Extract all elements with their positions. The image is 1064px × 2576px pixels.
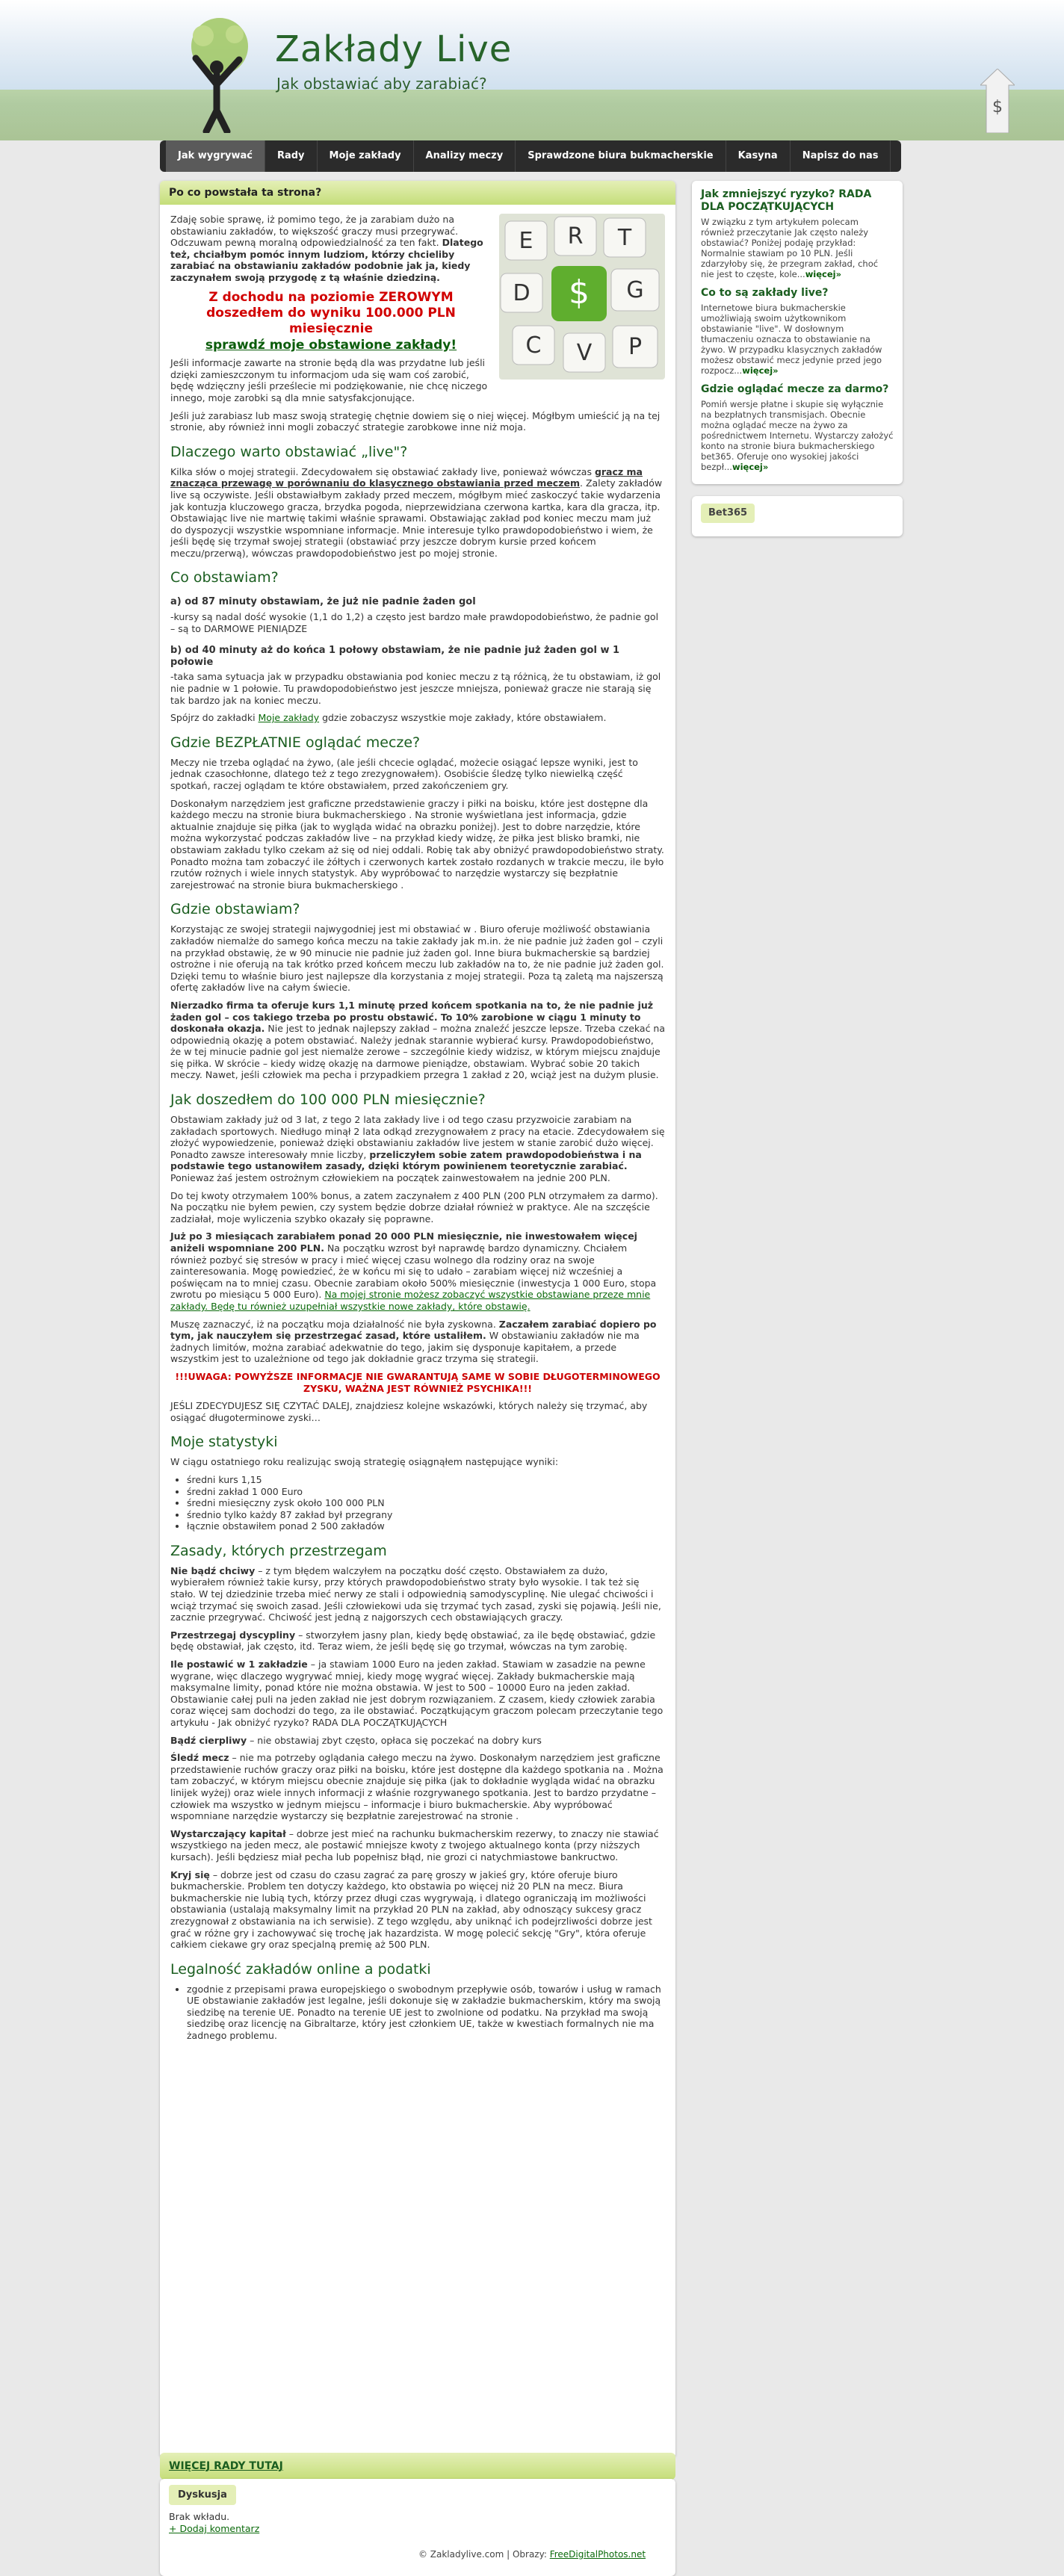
footer <box>0 2549 1064 2560</box>
how-paragraph-5: JEŚLI ZDECYDUJESZ SIĘ CZYTAĆ DALEJ, znajdziesz kolejne wskazówki, których należy się trzymać, aby osiągać długoterminowe zyski… <box>170 1400 648 1423</box>
how-text-4c: W obstawianiu zakładów nie ma żadnych limitów, można zarabiać adekwatnie do tego, jakim się dysponuje kapitałem, a przede wszystkim jest to uzależnione od tego jak dokładnie gracz trzyma się strategii. <box>170 1330 640 1365</box>
rule-4 <box>170 1735 665 1747</box>
where-paragraph-1: Korzystając ze swojej strategii najwygodniej jest mi obstawiać w . Biuro oferuje możliwość obstawiania zakładów niemalże do samego końca meczu na takie zakłady jak m.in. że nie padnie już żaden gol – czyli na przykład obstawię, że w 90 minucie nie padnie już żaden gol. Inne biura bukmacherskie są bardziej ostrożne i nie oferują na tak krótko przed końcem meczu lub zakładów na to, że nie padnie już żaden gol. Dzięki temu to właśnie biuro jest najlepsze dla korzystania z mojej strategii. Poza tą zaletą ma najszerszą ofertę zakładów live na całym świecie. <box>170 923 664 994</box>
how-paragraph-1 <box>170 1114 665 1184</box>
stats-heading: Moje statystyki <box>170 1434 278 1451</box>
nav-item-napisz-do-nas[interactable]: Napisz do nas <box>791 140 891 172</box>
article-heading: Po co powstała ta strona? <box>160 181 675 205</box>
stats-list <box>187 1474 665 1532</box>
svg-text:P: P <box>628 334 643 360</box>
header-background <box>0 90 1064 140</box>
list-item: • średnio tylko każdy 87 zakład był przegrany <box>187 1509 665 1521</box>
site-title[interactable]: Zakłady Live <box>275 28 513 70</box>
nav-item-analizy-meczy[interactable]: Analizy meczy <box>414 140 516 172</box>
rule-1 <box>170 1565 665 1623</box>
legal-heading: Legalność zakładów online a podatki <box>170 1960 431 1978</box>
nav-item-kasyna[interactable]: Kasyna <box>726 140 791 172</box>
site-header <box>0 0 1064 161</box>
svg-text:C: C <box>525 332 542 359</box>
sidebar-article-text <box>701 399 894 472</box>
more-link[interactable]: więcej» <box>805 269 842 279</box>
rule-3 <box>170 1659 665 1729</box>
rule-text: – ja stawiam 1000 Euro na jeden zakład. Stawiam w zasadzie na pewne wygrane, więc dlaczego wygrywać mniej, kiedy mogę wygrać więcej. Zakłady bukmacherskie mają maksymalne limity, ponad które nie można obstawia. W jest to 500 – 10000 Euro na jeden zakład. Obstawianie całej puli na jeden zakład nie jest dobrym rozwiązaniem. Z czasem, kiedy człowiek zarabia coraz więcej sam dochodzi do tego, za ile obstawiać. Początkującym graczom polecam przeczytanie tego artykułu - Jak obniżyć ryzyko? RADA DLA POCZĄTKUJĄCYCH <box>170 1659 664 1728</box>
rule-title: Nie bądź chciwy <box>170 1564 256 1576</box>
where-heading: Gdzie obstawiam? <box>170 901 300 918</box>
site-tagline: Jak obstawiać aby zarabiać? <box>276 75 487 93</box>
what-a-text: -kursy są nadal dość wysokie (1,1 do 1,2) a często jest bardzo małe prawdopodobieństwo, że padnie gol – są to DARMOWE PIENIĄDZE <box>170 611 659 634</box>
how-paragraph-2: Do tej kwoty otrzymałem 100% bonus, a zatem zaczynałem z 400 PLN (200 PLN otrzymałem za darmo). Na początku nie byłem pewien, czy system będzie dobrze działał również w praktyce. Ale na szczęście zadziałał, moje wyliczenia szybko okazały się poprawne. <box>170 1189 658 1224</box>
how-text-c: Poniewaz żaś jestem ostrożnym człowiekiem na początek zainwestowałem na jednie 200 PLN. <box>170 1172 610 1184</box>
what-a-title: a) od 87 minuty obstawiam, że już nie padnie żaden gol <box>170 596 476 608</box>
legal-list <box>187 1984 665 2042</box>
discussion-section <box>160 2479 675 2576</box>
why-paragraph <box>170 466 665 560</box>
footer-text: © Zakladylive.com | Obrazy: <box>418 2549 550 2560</box>
sidebar-article-title[interactable]: Co to są zakłady live? <box>701 287 829 299</box>
rule-title: Kryj się <box>170 1868 210 1880</box>
free-paragraph-1: Meczy nie trzeba oglądać na żywo, (ale jeśli chcecie oglądać, możecie osiągać lepsze wyniki, jest to jednak czasochłonne, dlatego też z tego zrezygnowałem). Osobiście śledzę tylko niewielką część spotkań, raczej oglądam te które obstawiałem, przed zakończeniem gry. <box>170 756 638 791</box>
intro-text: Zdaję sobie sprawę, iż pomimo tego, że ja zarabiam dużo na obstawianiu zakładów, to większość graczy musi przegrywać. Odczuwam pewną moralną odpowiedzialność za ten fakt. <box>170 214 459 249</box>
sidebar <box>692 181 903 548</box>
how-bold-text-3: Zaczałem zarabiać dopiero po tym, jak nauczyłem się przestrzegać zasad, które ustaliłem. <box>170 1318 657 1342</box>
sidebar-article-excerpt: W związku z tym artykułem polecam również przeczytanie Jak często należy obstawiać? Poniżej podaję przykład: Normalnie stawiam po 10 PLN. Jeśli zdarzyłoby się, że przegram zakład, choć nie jest to częste, kole... <box>701 217 879 279</box>
where-text: Nie jest to jednak najlepszy zakład – można znaleźć jeszcze lepsze. Trzeba czekać na odpowiednią okazję a potem obstawiać. Należy jednak starannie wybierać kursy. Prawdopodobieństwo, że w tej minucie padnie gol jest niemalże zerowe – szczególnie kiedy widzisz, w którym miejscu znajduje się piłka. W skrócie – kiedy widzę okazję na darmowe pieniądze, obstawiam. Wybrać sobie 20 takich meczy. Nawet, jeśli człowiek ma pecha i przypadkiem przegra 1 zakład z 20, wciąż jest na dużym plusie. <box>170 1023 666 1081</box>
sidebar-bet365-box <box>692 496 903 536</box>
rule-text: – dobrze jest od czasu do czasu zagrać za parę groszy w jakieś gry, które oferuje biuro bukmacherskie. Problem ten dotyczy każdego, kto obstawia po więcej niż 20 PLN na mecz. Biura bukmacherskie nie lubią tych, którzy przez długi czas wygrywają, i dlatego ograniczają im możliwości obstawiania (ustalają maksymalny limit na przykład 20 PLN na zakład, aby odnoszący sukcesy gracz zrezygnował z obstawiania na ich serwisie). Z tego względu, aby uniknąć ich podejrzliwości dobrze jest grać w różne gry i zachowywać się trochę jak hazardzista. W mogę polecić sekcję "Gry", która oferuje całkiem ciekawe gry oraz specjalną premię aż 500 PLN. <box>170 1868 652 1951</box>
svg-text:$: $ <box>569 273 590 312</box>
nav-item-biura-bukmacherskie[interactable]: Sprawdzone biura bukmacherskie <box>516 140 726 172</box>
rule-text: – nie ma potrzeby oglądania całego meczu na żywo. Doskonałym narzędziem jest graficzne przedstawienie ruchów graczy oraz piłki na boisku, które jest dostępne dla każdego spotkania na . Można tam zobaczyć, w którym miejscu obecnie znajduje się piłka (jak to dokładnie wygląda widać na obrazku linijek wyżej) oraz wiele innych informacji z właśnie rozgrywanego spotkania. Jest to bardzo przydatne – człowiek ma wszystko w jednym miejscu – informacje i biuro bukmacherskie. Aby wypróbować wspomniane narzędzie wystarczy się bezpłatnie zarejestrować na stronie . <box>170 1752 664 1822</box>
rule-title: Bądź cierpliwy <box>170 1734 247 1746</box>
more-tips-container <box>160 2453 675 2480</box>
rule-5 <box>170 1752 665 1822</box>
how-bold-text-2: Już po 3 miesiącach zarabiałem ponad 20 000 PLN miesięcznie, nie inwestowałem więcej aniżeli wspomniane 200 PLN. <box>170 1230 637 1254</box>
intro-bold-text: Dlatego też, chciałbym pomóc innym ludziom, którzy chcieliby zarabiać na obstawianiu zakładów podobnie jak ja, kiedy zaczynałem swoją przygodę z tą właśnie dziedziną. <box>170 237 483 283</box>
what-c-text-b: gdzie zobaczysz wszystkie moje zakłady, które obstawiałem. <box>319 712 607 724</box>
why-heading: Dlaczego warto obstawiać „live"? <box>170 443 408 460</box>
free-paragraph-2: Doskonałym narzędziem jest graficzne przedstawienie graczy i piłki na boisku, które jest dostępne dla każdego meczu na stronie biura bukmacherskiego . Na stronie wyświetlana jest informacja, gdzie aktualnie znajduje się piłka (jak to wygląda widać na obrazku poniżej). Jest to dobre narzędzie, które można wykorzystać podczas zakładów live – na przykład kiedy widzę, że piłka jest blisko bramki, nie obstawiam zakładu tylko czekam aż się od niej oddali. Robię tak aby obniżyć prawdopodobieństwo straty. Ponadto można tam zobaczyć ile żółtych i czerwonych kartek zostało rozdanych w trakcie meczu, ile było rzutów rożnych i wiele innych statystyk. Aby wypróbować to narzędzie wystarczy się bezpłatnie zarejestrować na stronie biura bukmacherskiego . <box>170 797 664 891</box>
main-article <box>160 181 675 2458</box>
list-item: • łącznie obstawiłem ponad 2 500 zakładów <box>187 1520 665 1532</box>
rule-2 <box>170 1629 665 1653</box>
how-text-4a: Muszę zaznaczyć, iż na początku moja działalność nie była zyskowna. <box>170 1318 499 1330</box>
article-content <box>160 205 675 2057</box>
svg-text:V: V <box>576 340 593 366</box>
free-heading: Gdzie BEZPŁATNIE oglądać mecze? <box>170 734 421 751</box>
rule-title: Śledź mecz <box>170 1752 229 1764</box>
how-paragraph-4 <box>170 1319 665 1365</box>
sidebar-article-title[interactable]: Jak zmniejszyć ryzyko? RADA DLA POCZĄTKUJĄCYCH <box>701 188 872 213</box>
logo-icon[interactable] <box>173 13 263 133</box>
list-item: • średni kurs 1,15 <box>187 1474 665 1486</box>
sidebar-article-title[interactable]: Gdzie oglądać mecze za darmo? <box>701 383 889 395</box>
my-bets-link[interactable]: Moje zakłady <box>258 712 320 724</box>
list-item: • średni zakład 1 000 Euro <box>187 1486 665 1498</box>
svg-text:D: D <box>513 280 531 306</box>
nav-item-moje-zaklady[interactable]: Moje zakłady <box>318 140 414 172</box>
rule-text: – z tym błędem walczyłem na początku dość często. Obstawiałem za dużo, wybierałem również takie kursy, przy których prawdopodobieństwo straty było wysokie. I tak też się stało. W tej dziedzinie trzeba mieć nerwy ze stali i odpowiednią samodyscyplinę. Nie ulegać chciwości i wciąż trzymać się swoich zasad. Jeśli człowiekowi uda się trzymać tych zasad, zyski się pojawią. Jeśli nie, zacznie przegrywać. Chciwość jest jedną z najgorszych cech obstawiających graczy. <box>170 1564 661 1623</box>
list-item: • zgodnie z przepisami prawa europejskiego o swobodnym przepływie osób, towarów i usług w ramach UE obstawianie zakładów jest legalne, jeśli dokonuje się w zakładzie bukmacherskim, który ma swoją siedzibę na terenie UE. Ponadto na terenie UE jest to zwolnione od podatku. Na przykład ma swoją siedzibę oraz licencję na Gibraltarze, który jest członkiem UE, także w kwestiach formalnych nie ma żadnego problemu. <box>187 1984 665 2042</box>
main-navigation <box>160 140 901 172</box>
why-text-a: Kilka słów o mojej strategii. Zdecydowałem się obstawiać zakłady live, ponieważ wówczas <box>170 465 595 477</box>
svg-text:E: E <box>519 228 533 254</box>
intro-paragraph-3: Jeśli już zarabiasz lub masz swoją strategię chętnie dowiem się o niej więcej. Mógłbym umieścić ją na tej stronie, aby również inni mogli zobaczyć strategie zarobkowe inne niż moja. <box>170 409 661 433</box>
footer-link[interactable]: FreeDigitalPhotos.net <box>549 2549 646 2560</box>
rule-text: – nie obstawiaj zbyt często, opłaca się poczekać na dobry kurs <box>247 1734 542 1746</box>
keyboard-dollar-image <box>499 214 665 380</box>
how-paragraph-3 <box>170 1230 665 1312</box>
svg-text:G: G <box>626 277 644 303</box>
more-tips-bar <box>160 2453 675 2483</box>
more-link[interactable]: więcej» <box>732 462 769 472</box>
no-comments-text: Brak wkładu. <box>169 2511 230 2522</box>
where-paragraph-2 <box>170 1000 665 1081</box>
rule-title: Ile postawić w 1 zakładzie <box>170 1659 308 1671</box>
nav-item-rady[interactable]: Rady <box>265 140 318 172</box>
intro-paragraph-2: Jeśli informacje zawarte na stronie będą dla was przydatne lub jeśli dzięki zamieszczonym tu informacjom uda się wam coś zarobić, będę wdzięczny jeśli prześlecie mi podziękowanie, nie chcę niczego innego, moje zarobki są dla mnie satysfakcjonujące. <box>170 357 488 403</box>
why-text-c: . Zalety zakładów live są oczywiste. Jeśli obstawiałbym zakłady przed meczem, mógłbym mieć zaskoczyć takie wydarzenia jak kontuzja kluczowego gracza, brzydka pogoda, nieprzewidziana czerwona kartka, kara dla gracza, itp. Obstawiając live nie martwię takimi właśnie sprawami. Obstawiając zakład pod koniec meczu mam już do dyspozycji wszystkie wspomniane informacje. Mnie interesuje tylko prawdopodobieństwo i wiem, że jeśli będę się trzymał swojej strategii (obstawiać przy jeszcze dobrym kursie przed końcem meczu/przerwą), wówczas prawdopodobieństwo jest po mojej stronie. <box>170 477 663 559</box>
how-text-b: Na początku wzrost był naprawdę bardzo dynamiczny. Chciałem również pozbyć się stresów w pracy i mieć więcej czasu wolnego dla rodziny oraz na swoje zainteresowania. Mogę powiedzieć, że w końcu mi się to udało – zarabiam więcej niż wcześniej a poświęcam na to mniej czasu. Obecnie zarabiam około 500% miesięcznie (inwestycja 1 000 Euro, stopa zwrotu po miesiącu 5 000 Euro). <box>170 1242 657 1301</box>
where-bold-text: Nierzadko firma ta oferuje kurs 1,1 minutę przed końcem spotkania na to, że nie padnie już żaden gol – cos takiego trzeba po prostu obstawić. To 10% zarobione w ciągu 1 minuty to doskonała okazja. <box>170 999 654 1035</box>
more-link[interactable]: więcej» <box>742 365 779 376</box>
list-item: • średni miesięczny zysk około 100 000 PLN <box>187 1497 665 1509</box>
why-bold-text: gracz ma znacząca przewagę w porównaniu do klasycznego obstawiania przed meczem <box>170 465 643 489</box>
what-heading: Co obstawiam? <box>170 569 279 586</box>
svg-text:$: $ <box>992 98 1003 117</box>
nav-item-jak-wygrywac[interactable]: Jak wygrywać <box>166 140 265 172</box>
how-heading: Jak doszedłem do 100 000 PLN miesięcznie? <box>170 1092 486 1109</box>
what-c-text-a: Spójrz do zakładki <box>170 712 259 724</box>
rule-text: – stworzyłem jasny plan, kiedy będę obstawiać, za ile będę obstawiać, gdzie będę obstawiał, jak często, itd. Teraz wiem, że jeśli będę się go trzymał, wówczas na tym zarobię. <box>170 1629 656 1653</box>
what-b-text: -taka sama sytuacja jak w przypadku obstawiania pod koniec meczu z tą różnicą, że tu obstawiam, iż gol nie padnie w 1 połowie. Tu prawdopodobieństwo jest jeszcze mniejsza, ponieważ gracze nie starają się tak bardzo jak na koniec meczu. <box>170 671 661 706</box>
sidebar-article-excerpt: Internetowe biura bukmacherskie umożliwiają swoim użytkownikom obstawianie "live". W dosłownym tłumaczeniu oznacza to obstawianie na żywo. W przypadku klasycznych zakładów możesz obstawić mecz jedynie przed jego rozpocz... <box>701 303 882 376</box>
how-bold-text: przeliczyłem sobie zatem prawdopodobieństwa i na podstawie tego ustanowiłem zasady, dzięki którym powinienem teoretycznie zarabiać. <box>170 1148 642 1172</box>
add-comment-link[interactable]: + Dodaj komentarz <box>169 2523 260 2534</box>
discussion-tab[interactable]: Dyskusja <box>169 2485 236 2505</box>
rules-heading: Zasady, których przestrzegam <box>170 1542 387 1559</box>
svg-text:T: T <box>617 225 632 251</box>
sidebar-article-text <box>701 303 894 376</box>
svg-text:R: R <box>567 223 584 250</box>
rule-title: Wystarczający kapitał <box>170 1827 286 1839</box>
sidebar-article-excerpt: Pomiń wersje płatne i skupie się wyłącznie na bezpłatnych transmisjach. Obecnie można oglądać mecze na żywo za pośrednictwem Internetu. Wystarczy założyć konto na stronie biura bukmacherskiego bet365. Oferuje ono wysokiej jakości bezpł... <box>701 399 894 472</box>
rule-text: – dobrze jest mieć na rachunku bukmacherskim rezerwy, to znaczy nie stawiać wszystkiego na jeden mecz, ale postawić mniejsze kwoty z twojego aktualnego konta (przy niższych kursach). Jeśli będziesz miał pecha lub popełnisz błąd, nie grozi ci natychmiastowe bankructwo. <box>170 1827 659 1863</box>
rule-7 <box>170 1869 665 1951</box>
more-tips-link[interactable]: WIĘCEJ RADY TUTAJ <box>169 2460 283 2472</box>
rule-title: Przestrzegaj dyscypliny <box>170 1629 296 1641</box>
money-tower-icon <box>980 69 1015 133</box>
stats-intro: W ciągu ostatniego roku realizując swoją strategię osiągnąłem następujące wyniki: <box>170 1456 559 1468</box>
warning-text: !!!UWAGA: POWYŻSZE INFORMACJE NIE GWARANTUJĄ SAME W SOBIE DŁUGOTERMINOWEGO ZYSKU, WAŻNA JEST RÓWNIEŻ PSYCHIKA!!! <box>175 1370 661 1394</box>
what-b-title: b) od 40 minuty aż do końca 1 połowy obstawiam, że nie padnie już żaden gol w 1 połowie <box>170 645 620 668</box>
how-text-a: Obstawiam zakłady już od 3 lat, z tego 2 lata zakłady live i od tego czasu przyzwoicie zarabiam na zakładach sportowych. Niedługo minął 2 lata odkąd zrezygnowałem z pracy na etacie. Zdecydowałem się złożyć wypowiedzenie, ponieważ dzięki obstawianiu zakładów live jestem w stanie zarobić dużo więcej. Ponadto zawsze interesowały mnie liczby, <box>170 1114 665 1160</box>
my-page-link[interactable]: Na mojej stronie możesz zobaczyć wszystkie obstawiane przeze mnie zakłady. Będę tu również uzupełniał wszystkie nowe zakłady, które obstawię. <box>170 1289 651 1312</box>
sidebar-article-text <box>701 217 894 279</box>
promo-text: Z dochodu na poziomie ZEROWYM doszedłem do wyniku 100.000 PLN miesięcznie <box>206 289 456 336</box>
rule-6 <box>170 1828 665 1863</box>
sidebar-articles <box>692 181 903 484</box>
bet365-tab[interactable]: Bet365 <box>701 504 755 523</box>
what-c-paragraph <box>170 712 665 724</box>
promo-link[interactable]: sprawdź moje obstawione zakłady! <box>205 337 457 353</box>
